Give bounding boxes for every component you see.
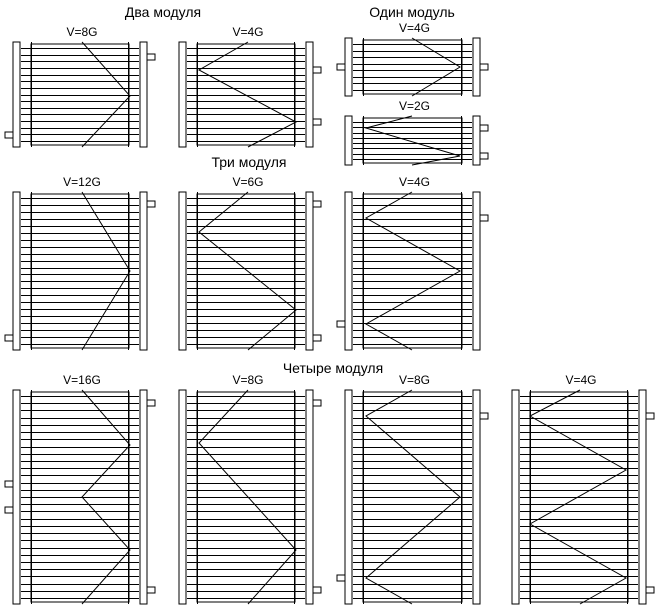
outlet-nozzle [480,215,488,221]
exchanger-label: V=4G [565,373,597,387]
exchanger-four-modules-v8g [179,373,321,604]
section-title-four-modules: Четыре модуля [282,360,384,376]
exchanger-four-modules-v16g [5,373,155,604]
module-shell [31,194,129,348]
module-shell [197,194,295,348]
outlet-nozzle [147,587,155,593]
exchanger-label: V=8G [232,373,264,387]
outlet-nozzle [147,54,155,60]
left-tube-sheet [179,390,186,604]
flow-path [412,38,460,96]
right-tube-sheet [473,192,480,350]
outlet-nozzle [313,119,321,125]
outlet-nozzle [480,413,488,419]
outlet-nozzle [480,153,488,159]
flow-path [199,192,296,350]
exchanger-label: V=16G [63,373,101,387]
outlet-nozzle [313,67,321,73]
right-tube-sheet [473,38,480,96]
exchanger-three-modules-v6g [179,175,321,350]
exchanger-label: V=4G [398,21,431,35]
module-shell [363,40,462,94]
exchanger-one-module-v2g [345,99,488,165]
right-tube-sheet [140,192,147,350]
inlet-nozzle [5,507,13,513]
exchanger-label: V=12G [63,175,101,189]
right-tube-sheet [140,42,147,147]
exchanger-two-modules-v4g [179,25,321,147]
left-tube-sheet [345,192,352,350]
inlet-nozzle [5,481,13,487]
right-tube-sheet [473,390,480,604]
exchanger-label: V=8G [66,25,98,39]
exchanger-label: V=6G [232,175,264,189]
inlet-nozzle [5,335,13,341]
exchanger-label: V=4G [398,175,431,189]
section-title-one-module: Один модуль [369,4,455,20]
flow-path [199,42,296,147]
flow-path [82,42,130,147]
outlet-nozzle [147,201,155,207]
flow-path [366,192,460,350]
left-tube-sheet [512,390,519,604]
inlet-nozzle [337,575,345,581]
outlet-nozzle [313,201,321,207]
outlet-nozzle [480,64,488,70]
inlet-nozzle [337,64,345,70]
right-tube-sheet [306,390,313,604]
outlet-nozzle [480,125,488,131]
outlet-nozzle [313,400,321,406]
flow-path [366,116,460,165]
right-tube-sheet [473,116,480,165]
exchanger-three-modules-v12g [5,175,155,350]
exchanger-one-module-v4g [337,21,488,96]
left-tube-sheet [13,390,20,604]
module-shell [31,44,129,145]
exchanger-label: V=8G [398,373,431,387]
left-tube-sheet [13,192,20,350]
exchanger-three-modules-v4g [337,175,488,350]
left-tube-sheet [345,390,352,604]
exchanger-label: V=4G [232,25,264,39]
left-tube-sheet [345,38,352,96]
outlet-nozzle [646,587,654,593]
left-tube-sheet [13,42,20,147]
outlet-nozzle [646,413,654,419]
exchanger-four-modules-v4g [512,373,654,604]
exchanger-two-modules-v8g [5,25,155,147]
module-shell [363,194,462,348]
exchanger-four-modules-v8g-b [337,373,488,604]
outlet-nozzle [313,587,321,593]
left-tube-sheet [179,192,186,350]
flow-path [82,192,130,350]
inlet-nozzle [337,321,345,327]
left-tube-sheet [345,116,352,165]
inlet-nozzle [5,132,13,138]
right-tube-sheet [306,192,313,350]
section-title-two-modules: Два модуля [124,4,202,20]
left-tube-sheet [179,42,186,147]
right-tube-sheet [639,390,646,604]
section-title-three-modules: Три модуля [211,154,287,170]
exchanger-label: V=2G [398,99,431,113]
outlet-nozzle [313,335,321,341]
outlet-nozzle [147,400,155,406]
right-tube-sheet [306,42,313,147]
right-tube-sheet [140,390,147,604]
